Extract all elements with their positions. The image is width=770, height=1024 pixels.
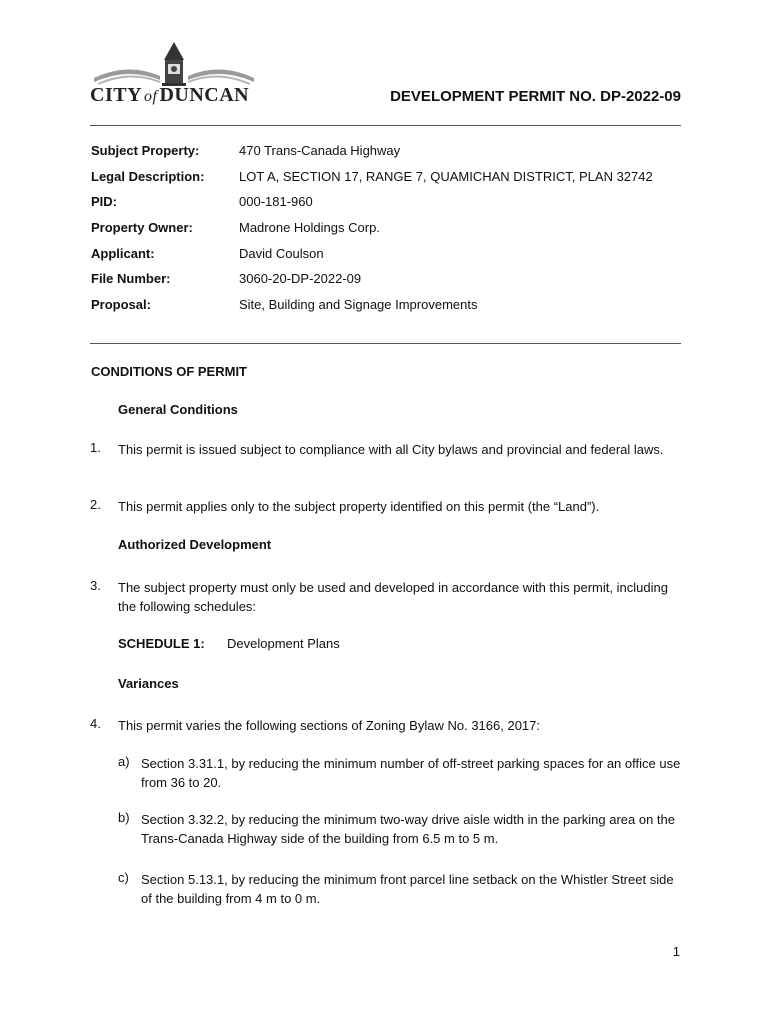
schedule-value: Development Plans <box>227 636 340 651</box>
info-row-subject-property <box>91 143 681 169</box>
condition-number: 1. <box>90 440 101 455</box>
variance-text: Section 5.13.1, by reducing the minimum front parcel line setback on the Whistler Street side of the building from 4 m to 0 m. <box>141 872 674 906</box>
authorized-development-heading: Authorized Development <box>118 537 272 552</box>
info-row-file-number <box>91 271 681 297</box>
info-label: File Number: <box>91 271 171 287</box>
page-number: 1 <box>672 944 680 959</box>
info-label: Legal Description: <box>91 168 205 184</box>
logo-city-text: CITY <box>90 84 143 106</box>
variances-heading: Variances <box>118 676 179 691</box>
info-value: 000-181-960 <box>239 194 313 210</box>
info-row-legal-description <box>91 169 681 195</box>
info-label: Property Owner: <box>91 220 193 236</box>
variance-letter: a) <box>118 754 130 769</box>
condition-number: 2. <box>90 497 101 512</box>
info-row-proposal <box>91 297 681 323</box>
info-value: David Coulson <box>239 245 324 261</box>
condition-number: 3. <box>90 578 101 593</box>
conditions-heading: CONDITIONS OF PERMIT <box>91 364 247 379</box>
info-label: PID: <box>91 194 117 210</box>
info-row-applicant <box>91 246 681 272</box>
header-divider <box>90 125 681 126</box>
logo-wordmark <box>90 84 249 107</box>
condition-number: 4. <box>90 716 101 731</box>
info-row-property-owner <box>91 220 681 246</box>
city-hall-tower-icon <box>88 40 260 88</box>
info-label: Applicant: <box>91 245 155 261</box>
info-value: LOT A, SECTION 17, RANGE 7, QUAMICHAN DISTRICT, PLAN 32742 <box>239 168 653 184</box>
section-divider <box>90 343 681 344</box>
logo-duncan-text: DUNCAN <box>159 84 250 106</box>
info-value: 470 Trans-Canada Highway <box>239 143 401 158</box>
city-of-duncan-logo <box>88 40 260 108</box>
condition-text: This permit varies the following sections of Zoning Bylaw No. 3166, 2017: <box>118 718 540 733</box>
condition-text: This permit is issued subject to compliance with all City bylaws and provincial and federal laws. <box>118 442 664 457</box>
logo-of-text: of <box>144 88 158 105</box>
info-value: 3060-20-DP-2022-09 <box>239 271 362 287</box>
permit-title: DEVELOPMENT PERMIT NO. DP-2022-09 <box>390 88 681 105</box>
property-info-table <box>91 143 681 323</box>
info-label: Proposal: <box>91 297 151 313</box>
schedule-label: SCHEDULE 1: <box>118 636 205 651</box>
condition-text: This permit applies only to the subject property identified on this permit (the “Land”). <box>118 499 600 514</box>
info-value: Site, Building and Signage Improvements <box>239 297 478 313</box>
variance-letter: b) <box>118 810 130 825</box>
variance-letter: c) <box>118 870 129 885</box>
info-label: Subject Property: <box>91 143 200 158</box>
general-conditions-heading: General Conditions <box>118 402 238 417</box>
variance-text: Section 3.31.1, by reducing the minimum number of off-street parking spaces for an office use from 36 to 20. <box>141 756 681 790</box>
condition-text: The subject property must only be used and developed in accordance with this permit, including the following schedules: <box>118 580 668 614</box>
info-row-pid <box>91 194 681 220</box>
variance-text: Section 3.32.2, by reducing the minimum two-way drive aisle width in the parking area on the Trans-Canada Highway side of the building from 6.5 m to 5 m. <box>141 812 676 846</box>
info-value: Madrone Holdings Corp. <box>239 220 380 236</box>
